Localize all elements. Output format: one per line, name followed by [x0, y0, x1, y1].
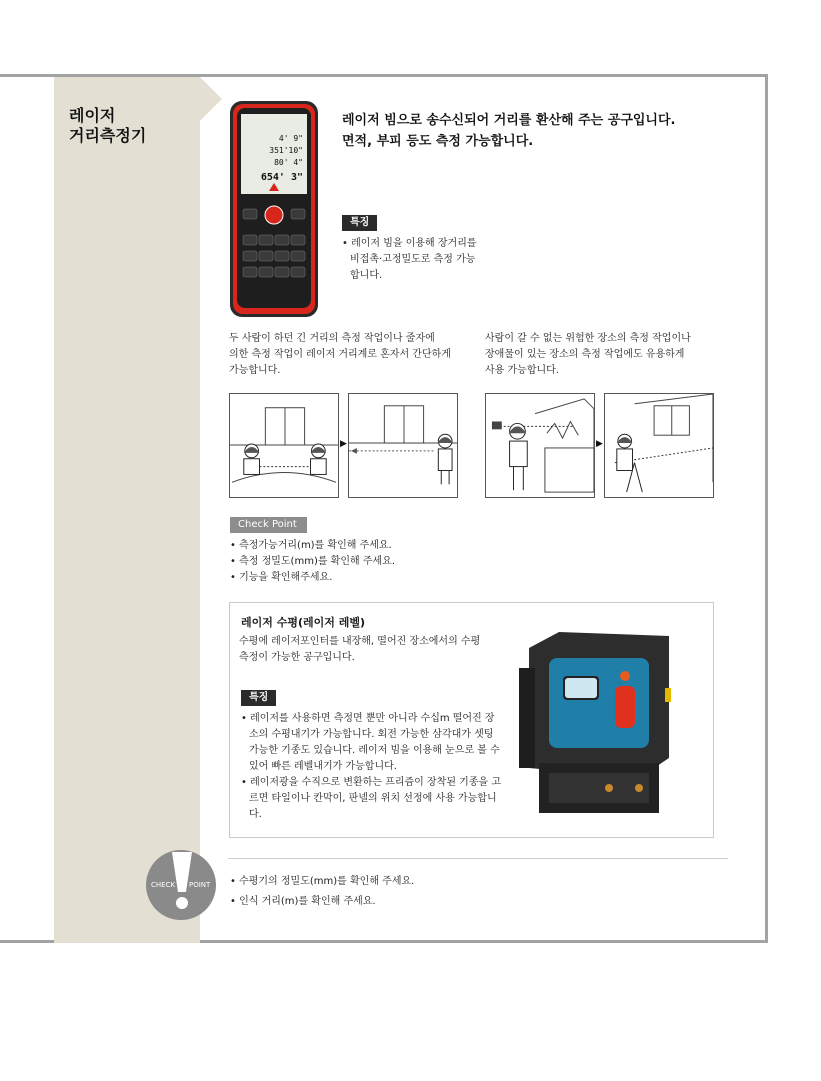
features-list [340, 236, 480, 284]
section-divider [228, 858, 728, 859]
sidebar-arrow [200, 77, 222, 121]
list-item: • 측정 정밀도(mm)를 확인해 주세요. [228, 554, 468, 570]
arrow-right-icon: ▶ [340, 439, 347, 449]
list-item: • 기능을 확인해주세요. [228, 570, 468, 586]
bottom-check-list [228, 872, 528, 912]
laser-distance-meter-image [229, 100, 319, 318]
illustration-two-person-measuring [229, 393, 339, 498]
intro-line-2: 면적, 부피 등도 측정 가능합니다. [342, 134, 534, 149]
sidebar-panel [54, 77, 200, 943]
arrow-right-icon: ▶ [596, 439, 603, 449]
reading-2: 351'10" [269, 146, 303, 155]
reading-4: 654' 3" [260, 172, 303, 183]
usage-text-left: 두 사람이 하던 긴 거리의 측정 작업이나 줄자에 의한 측정 작업이 레이저 거리계로 혼자서 간단하게 가능합니다. [229, 333, 451, 376]
illustration-obstacle-measuring [485, 393, 595, 498]
features-tag: 특징 [342, 215, 377, 231]
illustration-one-person-laser [348, 393, 458, 498]
usage-text-right: 사람이 갈 수 없는 위험한 장소의 측정 작업이나 장애물이 있는 장소의 측정 작업에도 유용하게 사용 가능합니다. [485, 333, 691, 376]
laser-level-features-list [239, 711, 501, 823]
list-item: • 수평기의 정밀도(mm)를 확인해 주세요. [228, 872, 528, 892]
intro-line-1: 레이저 빔으로 송수신되어 거리를 환산해 주는 공구입니다. [342, 113, 676, 128]
list-item: • 측정가능거리(m)를 확인해 주세요. [228, 538, 468, 554]
intro-text [342, 110, 676, 152]
reading-3: 80' 4" [274, 158, 303, 167]
section-title: 레이저 거리측정기 [69, 106, 147, 145]
laser-level-image [519, 628, 671, 820]
point-label: POINT [189, 881, 211, 889]
check-point-badge: Check Point [230, 517, 307, 533]
illustration-tripod-measuring [604, 393, 714, 498]
reading-1: 4' 9" [278, 134, 303, 143]
laser-level-title: 레이저 수평(레이저 레벨) [241, 616, 365, 629]
check-label: CHECK [151, 881, 176, 889]
laser-level-description: 수평에 레이저포인터를 내장해, 떨어진 장소에서의 수평 측정이 가능한 공구입니다. [239, 636, 481, 663]
check-point-list [228, 538, 468, 586]
laser-level-features-tag: 특징 [241, 690, 276, 706]
list-item: • 레이저광을 수직으로 변환하는 프리즘이 장착된 기종을 고르면 타일이나 칸막이, 판넬의 위치 선정에 사용 가능합니다. [239, 775, 501, 823]
list-item: • 레이저 빔을 이용해 장거리를 비접촉·고정밀도로 측정 가능합니다. [340, 236, 480, 284]
list-item: • 레이저를 사용하면 측정면 뿐만 아니라 수십m 떨어진 장소의 수평내기가 가능합니다. 회전 가능한 삼각대가 셋팅 가능한 기종도 있습니다. 레이저 빔을 이용해 눈으로 볼 수 있어 빠른 레벨내기가 가능합니다. [239, 711, 501, 775]
list-item: • 인식 거리(m)를 확인해 주세요. [228, 892, 528, 912]
